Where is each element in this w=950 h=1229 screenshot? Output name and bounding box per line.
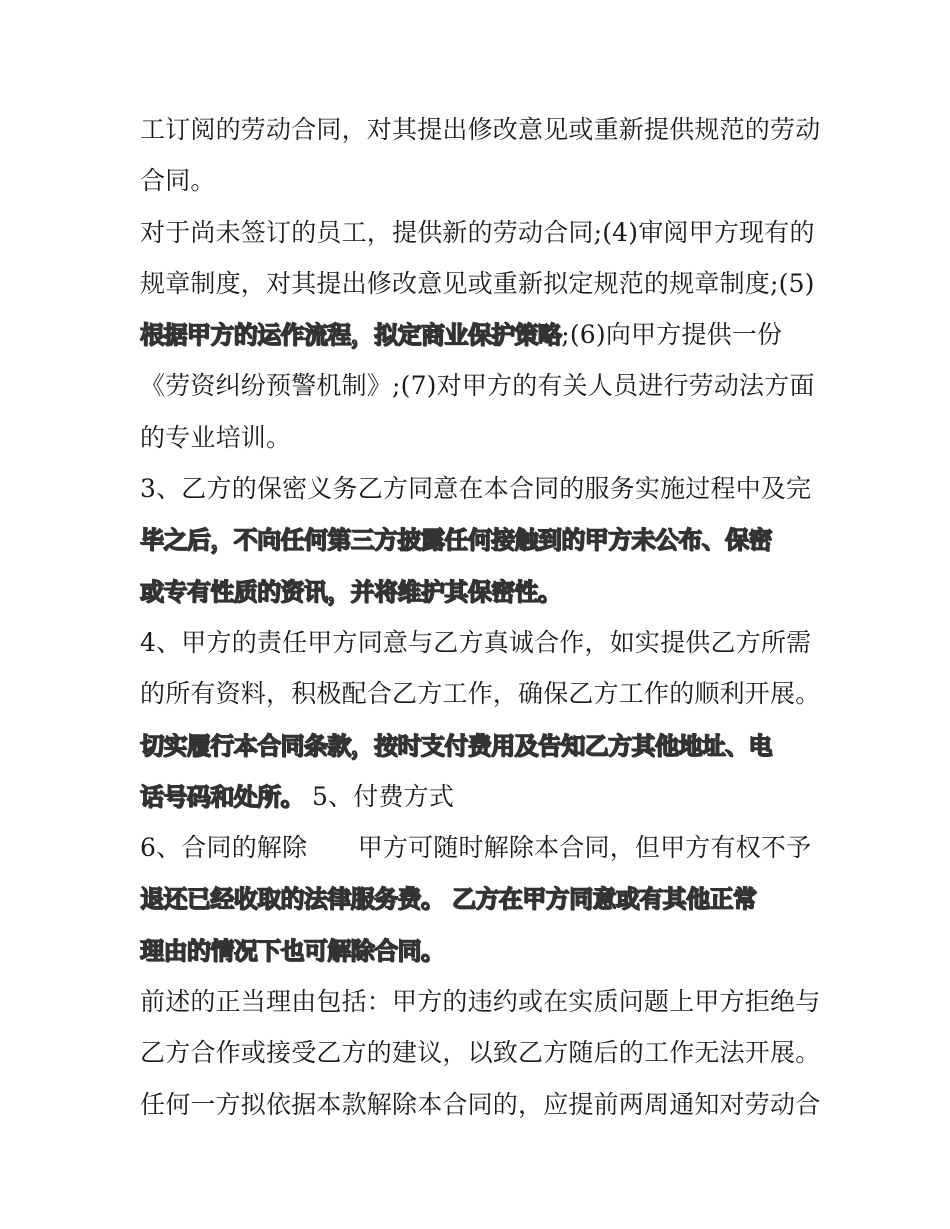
text-line [140, 668, 820, 719]
text-segment: 的专业培训。 [140, 422, 292, 452]
text-line [140, 873, 820, 924]
text-segment: 的所有资料，积极配合乙方工作，确保乙方工作的顺利开展。 [140, 679, 821, 709]
text-line [140, 720, 820, 771]
outlined-text-segment: 毕之后，不向任何第三方披露任何接触到的甲方未公布、保密 [140, 526, 772, 555]
text-line [140, 360, 820, 411]
text-segment: ;(6)向甲方提供一份 [561, 320, 783, 350]
text-line [140, 822, 820, 873]
text-line [140, 976, 820, 1027]
text-line [140, 771, 820, 822]
text-line [140, 207, 820, 258]
text-line [140, 309, 820, 360]
outlined-text-segment: 或专有性质的资讯，并将维护其保密性。 [140, 577, 562, 606]
text-line [140, 463, 820, 514]
text-line [140, 514, 820, 565]
text-segment: 合同。 [140, 166, 216, 196]
text-segment: 6、合同的解除 甲方可随时解除本合同，但甲方有权不予 [140, 833, 812, 863]
outlined-text-segment: 理由的情况下也可解除合同。 [140, 936, 445, 965]
outlined-text-segment: 退还已经收取的法律服务费。 乙方在甲方同意或有其他正常 [140, 885, 757, 914]
text-line [140, 155, 820, 206]
text-segment: 乙方合作或接受乙方的建议，以致乙方随后的工作无法开展。 [140, 1038, 821, 1068]
text-segment: 任何一方拟依据本款解除本合同的，应提前两周通知对劳动合 [140, 1089, 821, 1119]
text-segment: 5、付费方式 [303, 781, 455, 811]
text-line [140, 566, 820, 617]
outlined-text-segment: 切实履行本合同条款，按时支付费用及告知乙方其他地址、电 [140, 731, 772, 760]
text-segment: 对于尚未签订的员工，提供新的劳动合同;(4)审阅甲方现有的 [140, 217, 815, 247]
text-line [140, 412, 820, 463]
text-line [140, 1027, 820, 1078]
text-segment: 3、乙方的保密义务乙方同意在本合同的服务实施过程中及完 [140, 474, 812, 504]
text-line [140, 258, 820, 309]
text-segment: 前述的正当理由包括：甲方的违约或在实质问题上甲方拒绝与 [140, 987, 821, 1017]
outlined-text-segment: 根据甲方的运作流程，拟定商业保护策略 [140, 321, 562, 350]
text-line [140, 617, 820, 668]
text-segment: 4、甲方的责任甲方同意与乙方真诚合作，如实提供乙方所需 [140, 627, 812, 657]
text-segment: 工订阅的劳动合同，对其提出修改意见或重新提供规范的劳动 [140, 115, 821, 144]
text-line [140, 1079, 820, 1130]
text-segment: 规章制度，对其提出修改意见或重新拟定规范的规章制度;(5) [140, 268, 815, 298]
text-line [140, 104, 820, 155]
document-body [140, 104, 820, 1130]
text-segment: 《劳资纠纷预警机制》;(7)对甲方的有关人员进行劳动法方面 [140, 371, 815, 401]
outlined-text-segment: 话号码和处所。 [140, 782, 304, 811]
text-line [140, 925, 820, 976]
